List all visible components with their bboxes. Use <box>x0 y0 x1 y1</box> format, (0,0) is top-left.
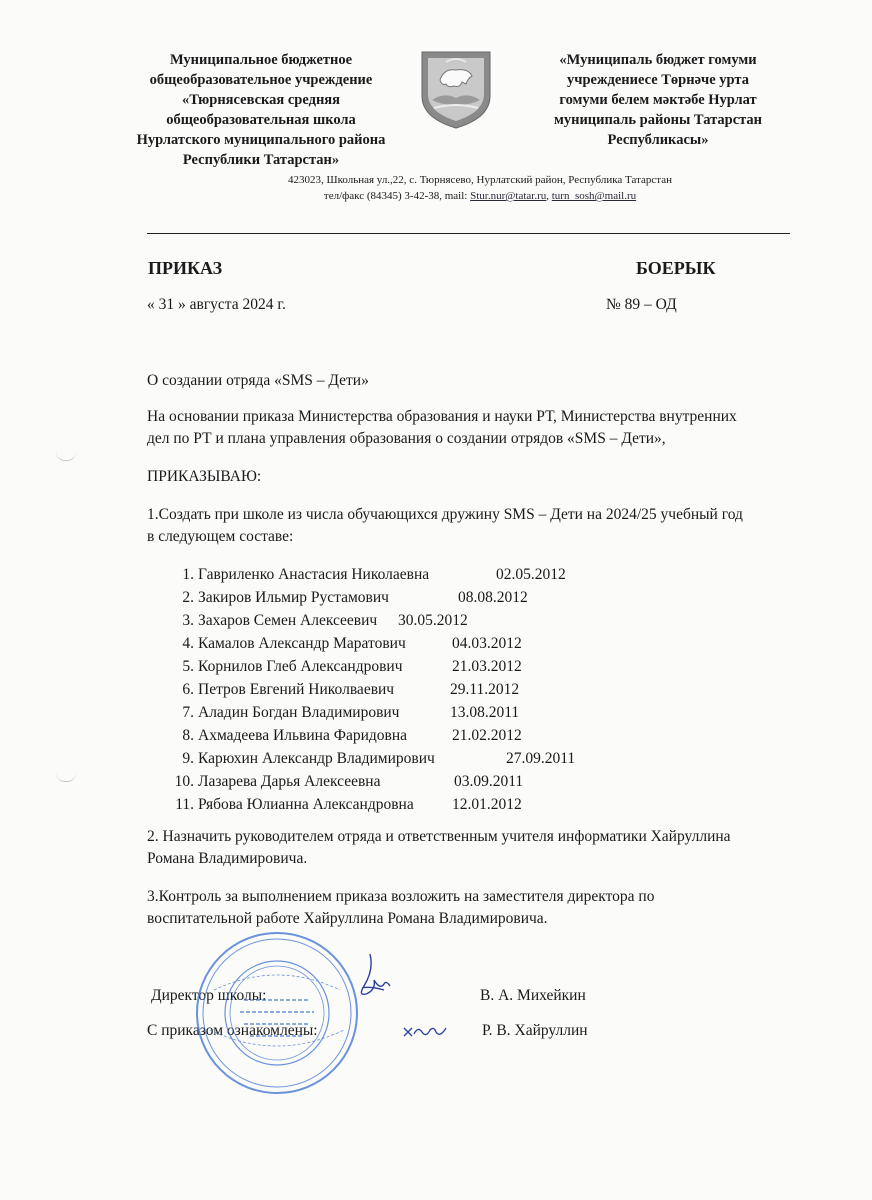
header-line: Республики Татарстан» <box>182 152 340 168</box>
header-line: «Муниципаль бюджет гомуми <box>559 52 757 68</box>
item-number: 7. <box>182 704 194 721</box>
member-name: Гавриленко Анастасия Николаевна <box>198 566 430 583</box>
member-birthdate: 03.09.2011 <box>454 773 524 790</box>
paragraph-line: 1.Создать при школе из числа обучающихся дружину SMS – Дети на 2024/25 учебный год <box>147 506 743 523</box>
hole-punch-mark <box>56 773 76 782</box>
order-word: ПРИКАЗЫВАЮ: <box>147 468 262 485</box>
member-birthdate: 02.05.2012 <box>496 566 566 583</box>
acknowledgement-signature <box>400 1020 448 1044</box>
paragraph-line: в следующем составе: <box>147 528 294 545</box>
paragraph-line: воспитательной работе Хайруллина Романа Владимировича. <box>147 910 548 927</box>
order-subject: О создании отряда «SMS – Дети» <box>147 372 369 389</box>
paragraph-line: 2. Назначить руководителем отряда и ответственным учителя информатики Хайруллина <box>147 828 731 845</box>
member-birthdate: 21.03.2012 <box>452 658 522 675</box>
director-name: В. А. Михейкин <box>480 987 586 1004</box>
doc-title-tt: БОЕРЫК <box>636 258 716 278</box>
doc-title-ru: ПРИКАЗ <box>148 258 223 278</box>
paragraph-3 <box>147 886 837 930</box>
item-number: 1. <box>182 566 194 583</box>
email-link-1[interactable]: Stur.nur@tatar.ru <box>470 190 547 202</box>
member-birthdate: 27.09.2011 <box>506 750 576 767</box>
header-line: Нурлатского муниципального района <box>136 132 386 148</box>
order-date: « 31 » августа 2024 г. <box>147 296 286 313</box>
item-number: 5. <box>182 658 194 675</box>
hole-punch-mark <box>56 452 76 461</box>
item-number: 4. <box>182 635 194 652</box>
header-line: общеобразовательная школа <box>166 112 356 128</box>
email-link-2[interactable]: turn_sosh@mail.ru <box>551 190 637 202</box>
director-signature <box>340 950 400 1010</box>
member-name: Камалов Александр Маратович <box>198 635 406 652</box>
item-number: 2. <box>182 589 194 606</box>
paragraph-line: Романа Владимировича. <box>147 850 308 867</box>
member-birthdate: 30.05.2012 <box>398 612 468 629</box>
header-line: муниципаль районы Татарстан <box>553 112 763 128</box>
member-birthdate: 13.08.2011 <box>450 704 520 721</box>
header-line: Муниципальное бюджетное <box>169 52 353 68</box>
paragraph-2 <box>147 826 837 870</box>
member-birthdate: 04.03.2012 <box>452 635 522 652</box>
address-line: 423023, Школьная ул.,22, с. Тюрнясево, Нурлатский район, Республика Татарстан <box>287 174 673 186</box>
order-basis <box>147 406 827 450</box>
paragraph-line: На основании приказа Министерства образования и науки РТ, Министерства внутренних <box>147 408 737 425</box>
member-name: Захаров Семен Алексеевич <box>198 612 378 629</box>
item-number: 9. <box>182 750 194 767</box>
member-birthdate: 12.01.2012 <box>452 796 522 813</box>
member-name: Лазарева Дарья Алексеевна <box>198 773 381 790</box>
paragraph-line: 3.Контроль за выполнением приказа возложить на заместителя директора по <box>147 888 655 905</box>
item-number: 3. <box>182 612 194 629</box>
member-name: Ахмадеева Ильвина Фаридовна <box>198 727 408 744</box>
header-line: учреждениесе Төрнәче урта <box>567 72 749 88</box>
member-name: Закиров Ильмир Рустамович <box>198 589 389 606</box>
header-org-name-tt <box>520 50 796 150</box>
acknowledged-name: Р. В. Хайруллин <box>482 1022 588 1039</box>
paragraph-1 <box>147 504 837 548</box>
director-label: Директор школы: <box>151 987 267 1004</box>
header-divider <box>147 233 790 234</box>
contact-prefix: тел/факс (84345) 3-42-38, mail: <box>323 190 471 202</box>
header-line: «Тюрнясевская средняя <box>181 92 340 108</box>
item-number: 6. <box>182 681 194 698</box>
member-birthdate: 21.02.2012 <box>452 727 522 744</box>
member-name: Рябова Юлианна Александровна <box>198 796 414 813</box>
order-number: № 89 – ОД <box>606 296 677 313</box>
header-line: Республикасы» <box>607 132 709 148</box>
round-seal-stamp <box>194 930 360 1096</box>
member-name: Аладин Богдан Владимирович <box>198 704 400 721</box>
coat-of-arms-emblem <box>416 46 496 130</box>
member-name: Карюхин Александр Владимирович <box>198 750 435 767</box>
contact-line <box>200 188 760 204</box>
item-number: 8. <box>182 727 194 744</box>
item-number: 11. <box>175 796 194 813</box>
paragraph-line: дел по РТ и плана управления образования о создании отрядов «SMS – Дети», <box>147 430 666 447</box>
item-number: 10. <box>174 773 194 790</box>
member-birthdate: 08.08.2012 <box>458 589 528 606</box>
header-line: гомуми белем мәктәбе Нурлат <box>559 92 757 108</box>
member-birthdate: 29.11.2012 <box>450 681 520 698</box>
email-separator: , <box>546 190 552 202</box>
member-name: Петров Евгений Николваевич <box>198 681 395 698</box>
header-line: общеобразовательное учреждение <box>149 72 373 88</box>
member-name: Корнилов Глеб Александрович <box>198 658 403 675</box>
acknowledged-label: С приказом ознакомлены: <box>147 1022 318 1039</box>
header-org-name-ru <box>120 50 402 170</box>
